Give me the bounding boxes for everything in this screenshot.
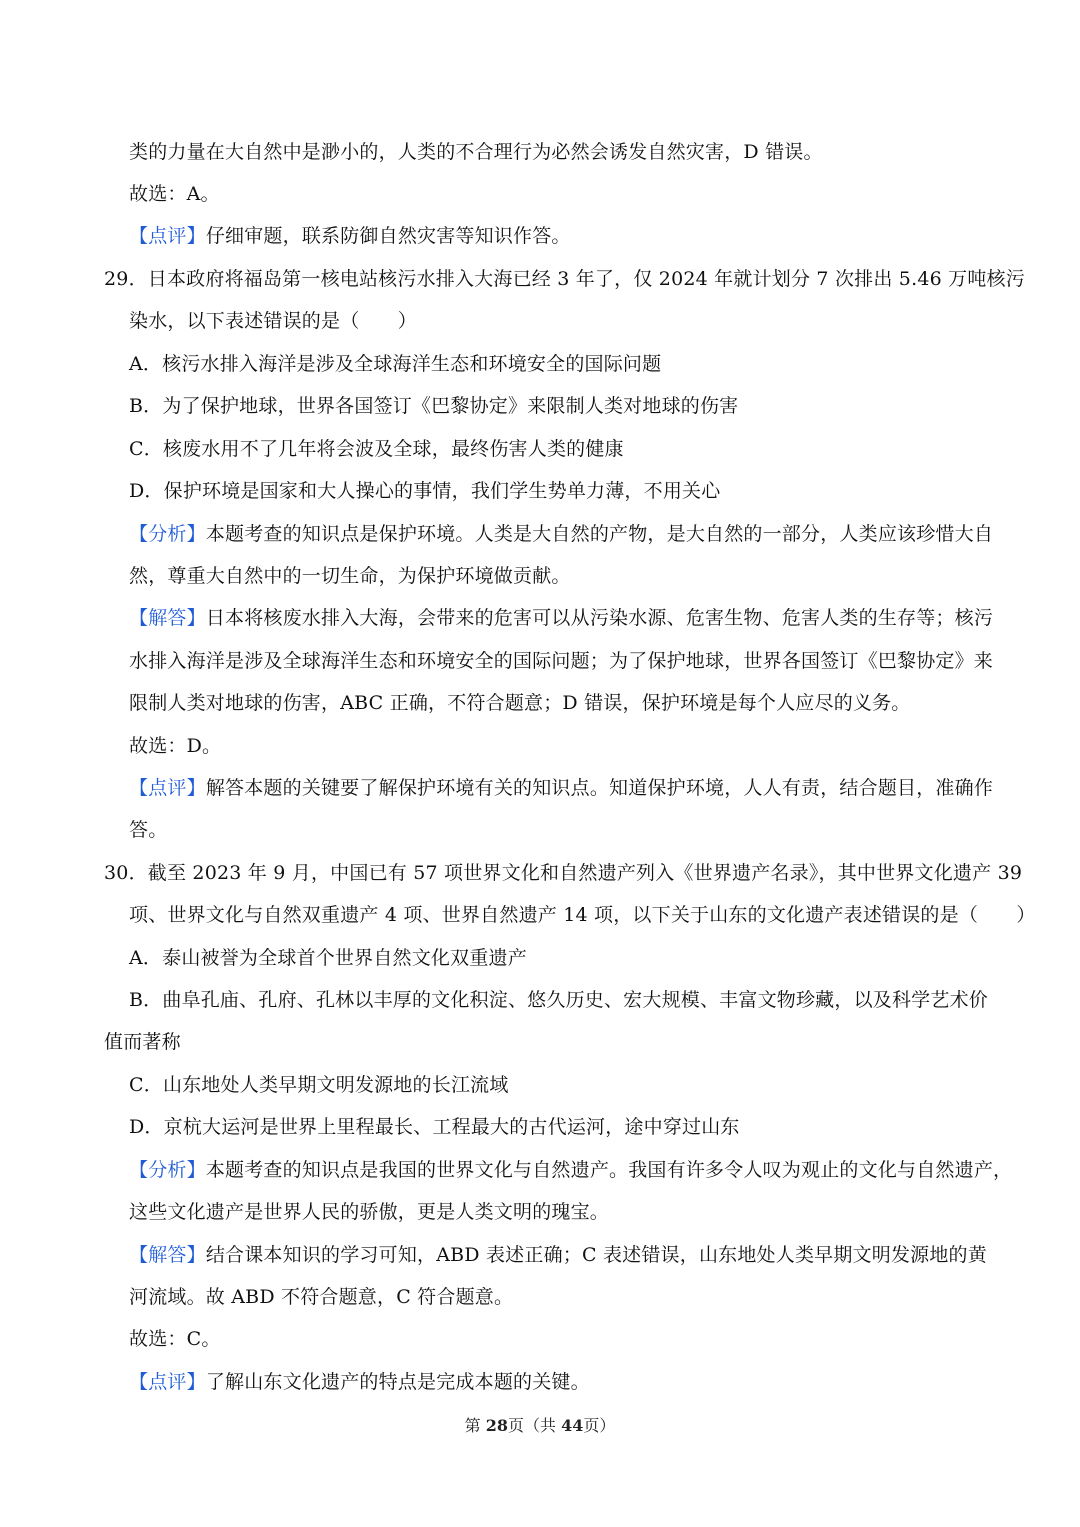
question-29-option-c: C．核废水用不了几年将会波及全球，最终伤害人类的健康 <box>129 438 624 460</box>
question-29-choice: 故选：D。 <box>129 735 222 757</box>
question-30-option-b: B．曲阜孔庙、孔府、孔林以丰厚的文化积淀、悠久历史、宏大规模、丰富文物珍藏，以及科学艺术价 <box>129 989 988 1011</box>
question-30-option-c: C．山东地处人类早期文明发源地的长江流域 <box>129 1074 509 1096</box>
answer-tag: 【解答】 <box>129 607 206 629</box>
analysis-tag: 【分析】 <box>129 1159 206 1181</box>
review-text: 仔细审题，联系防御自然灾害等知识作答。 <box>205 225 571 247</box>
text-line: 类的力量在大自然中是渺小的，人类的不合理行为必然会诱发自然灾害，D 错误。 <box>129 141 823 163</box>
footer-prefix: 第 <box>464 1416 486 1435</box>
question-29-answer <box>129 605 993 631</box>
footer-middle: 页（共 <box>507 1416 562 1435</box>
question-29-stem-cont: 染水，以下表述错误的是（ ） <box>129 310 418 332</box>
question-30-answer <box>129 1242 987 1268</box>
question-30-option-d: D．京杭大运河是世界上里程最长、工程最大的古代运河，途中穿过山东 <box>129 1116 740 1138</box>
total-pages: 44 <box>561 1416 584 1435</box>
analysis-tag: 【分析】 <box>129 523 206 545</box>
question-30-review <box>129 1369 590 1395</box>
answer-tag: 【解答】 <box>129 1244 206 1266</box>
question-29-stem: 29．日本政府将福岛第一核电站核污水排入大海已经 3 年了，仅 2024 年就计划分 7 次排出 5.46 万吨核污 <box>104 268 1025 290</box>
question-29-review <box>129 775 993 801</box>
question-30-stem: 30．截至 2023 年 9 月，中国已有 57 项世界文化和自然遗产列入《世界遗产名录》，其中世界文化遗产 39 <box>104 862 1023 884</box>
review-text: 解答本题的关键要了解保护环境有关的知识点。知道保护环境，人人有责，结合题目，准确作 <box>205 777 994 799</box>
answer-text: 日本将核废水排入大海，会带来的危害可以从污染水源、危害生物、危害人类的生存等；核污 <box>205 607 994 629</box>
question-30-option-a: A．泰山被誉为全球首个世界自然文化双重遗产 <box>129 947 527 969</box>
question-30-stem-cont: 项、世界文化与自然双重遗产 4 项、世界自然遗产 14 项，以下关于山东的文化遗产表述错误的是（ ） <box>129 904 1036 926</box>
review-text: 了解山东文化遗产的特点是完成本题的关键。 <box>205 1371 590 1393</box>
question-29-answer-cont: 水排入海洋是涉及全球海洋生态和环境安全的国际问题；为了保护地球，世界各国签订《巴黎协定》来 <box>129 650 994 672</box>
question-29-option-a: A．核污水排入海洋是涉及全球海洋生态和环境安全的国际问题 <box>129 353 662 375</box>
text-line: 故选：A。 <box>129 183 220 205</box>
question-29-option-d: D．保护环境是国家和大人操心的事情，我们学生势单力薄，不用关心 <box>129 480 721 502</box>
review-tag: 【点评】 <box>129 777 206 799</box>
review-tag: 【点评】 <box>129 225 206 247</box>
page-number: 28 <box>485 1416 508 1435</box>
question-30-analysis-cont: 这些文化遗产是世界人民的骄傲，更是人类文明的瑰宝。 <box>129 1201 610 1223</box>
question-30-answer-cont: 河流域。故 ABD 不符合题意，C 符合题意。 <box>129 1286 514 1308</box>
page-footer <box>0 1415 1080 1437</box>
question-30-analysis <box>129 1157 1012 1183</box>
review-line <box>129 223 571 249</box>
analysis-text: 本题考查的知识点是保护环境。人类是大自然的产物，是大自然的一部分，人类应该珍惜大自 <box>205 523 994 545</box>
question-29-answer-cont: 限制人类对地球的伤害，ABC 正确，不符合题意；D 错误，保护环境是每个人应尽的义务。 <box>129 692 911 714</box>
answer-text: 结合课本知识的学习可知，ABD 表述正确；C 表述错误，山东地处人类早期文明发源地的黄 <box>205 1244 987 1266</box>
analysis-text: 本题考查的知识点是我国的世界文化与自然遗产。我国有许多令人叹为观止的文化与自然遗产， <box>205 1159 1013 1181</box>
question-29-analysis-cont: 然，尊重大自然中的一切生命，为保护环境做贡献。 <box>129 565 571 587</box>
footer-suffix: 页） <box>583 1416 616 1435</box>
question-29-option-b: B．为了保护地球，世界各国签订《巴黎协定》来限制人类对地球的伤害 <box>129 395 739 417</box>
question-30-choice: 故选：C。 <box>129 1328 221 1350</box>
review-tag: 【点评】 <box>129 1371 206 1393</box>
question-29-review-cont: 答。 <box>129 819 168 841</box>
question-30-option-b-cont: 值而著称 <box>104 1031 181 1053</box>
question-29-analysis <box>129 521 993 547</box>
